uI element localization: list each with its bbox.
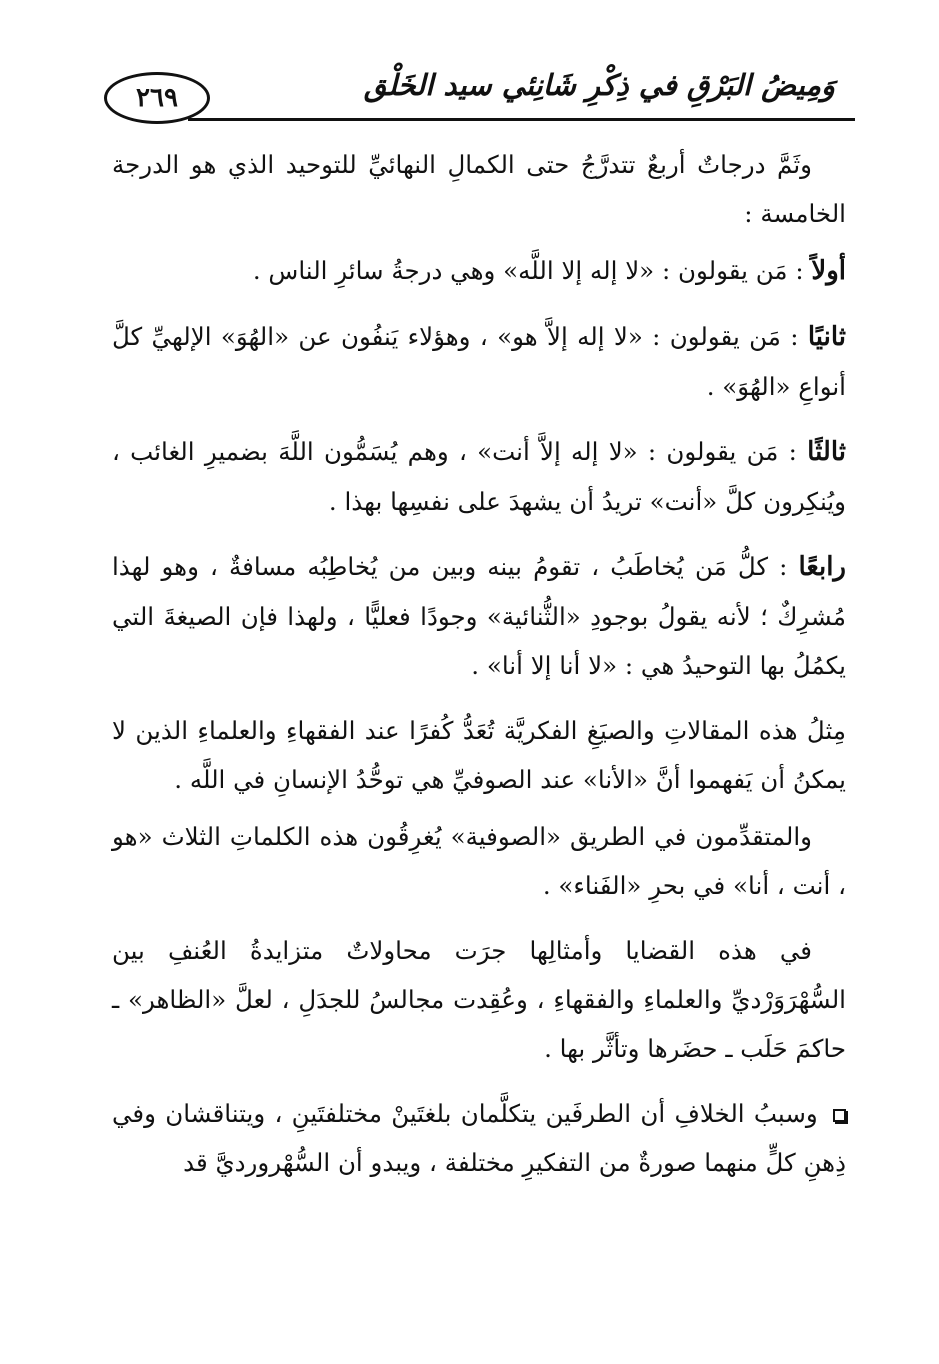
book-title: وَمِيضُ البَرْقِ في ذِكْرِ شَانِئي سيد الخَلْق	[363, 68, 835, 102]
paragraph-text: : مَن يقولون : «لا إله إلاَّ هو» ، وهؤلاء يَنفُون عن «الهُوَ» الإلهيِّ كلَّ أنواعِ «الهُوَ» .	[112, 322, 846, 401]
page-number: ٢٦٩	[104, 72, 210, 124]
paragraph-cause	[112, 1089, 846, 1187]
box-marker-icon	[833, 1109, 846, 1122]
paragraph-first	[112, 246, 846, 296]
paragraph-fourth	[112, 542, 846, 690]
page-body	[112, 140, 846, 1203]
paragraph-lead: رابعًا	[798, 552, 846, 582]
paragraph-lead: ثانيًا	[807, 322, 846, 352]
paragraph-intro	[112, 140, 846, 238]
paragraph-third	[112, 427, 846, 526]
paragraph-text: وسببُ الخلافِ أن الطرفَين يتكلَّمان بلغتَينْ مختلفتَينِ ، ويتناقشان وفي ذِهنِ كلٍّ منهما صورةٌ من التفكيرِ مختلفة ، ويبدو أن السُّهْرورديَّ قد	[112, 1099, 846, 1177]
paragraph-text: : مَن يقولون : «لا إله إلا اللَّه» وهي درجةُ سائرِ الناس .	[252, 256, 804, 285]
paragraph-text: : مَن يقولون : «لا إله إلاَّ أنت» ، وهم يُسَمُّون اللَّهَ بضميرِ الغائب ، ويُنكِرون كلَّ «أنت» تريدُ أن يشهدَ على نفسِها بهذا .	[112, 437, 846, 516]
paragraph-text: في هذه القضايا وأمثالِها جرَت محاولاتٌ متزايدةُ العُنفِ بين السُّهْرَوَرْديِّ والعلماءِ والفقهاءِ ، وعُقِدت مجالسُ للجدَلِ ، لعلَّ «الظاهر» ـ حاكمَ حَلَب ـ حضَرها وتأثَّر بها .	[112, 936, 846, 1063]
paragraph-lead: ثالثًا	[807, 437, 846, 467]
paragraph-second	[112, 312, 846, 411]
paragraph-advanced	[112, 812, 846, 910]
paragraph-debates	[112, 926, 846, 1073]
paragraph-text: وثَمَّ درجاتٌ أربعٌ تتدرَّجُ حتى الكمالِ النهائيِّ للتوحيد الذي هو الدرجة الخامسة :	[112, 150, 846, 228]
paragraph-sayings	[112, 706, 846, 804]
running-header	[100, 58, 855, 124]
paragraph-text: : كلُّ مَن يُخاطَبُ ، تقومُ بينه وبين من يُخاطِبُه مسافةٌ ، وهو لهذا مُشرِكٌ ؛ لأنه يقولُ بوجودِ «الثُّنائية» وجودًا فعليًّا ، ولهذا فإن الصيغةَ التي يكمُلُ بها التوحيدُ هي : «لا أنا إلا أنا» .	[112, 552, 846, 680]
header-rule	[188, 118, 855, 121]
paragraph-text: مِثلُ هذه المقالاتِ والصيَغِ الفكريَّة تُعَدُّ كُفرًا عند الفقهاءِ والعلماءِ الذين لا يمكنُ أن يَفهموا أنَّ «الأنا» عند الصوفيِّ هي توحُّدُ الإنسانِ في اللَّه .	[112, 716, 846, 794]
paragraph-lead: أولاً	[811, 256, 846, 286]
paragraph-text: والمتقدِّمون في الطريق «الصوفية» يُغرِقُون هذه الكلماتِ الثلاث «هو ، أنت ، أنا» في بحرِ «الفَناء» .	[112, 822, 846, 900]
